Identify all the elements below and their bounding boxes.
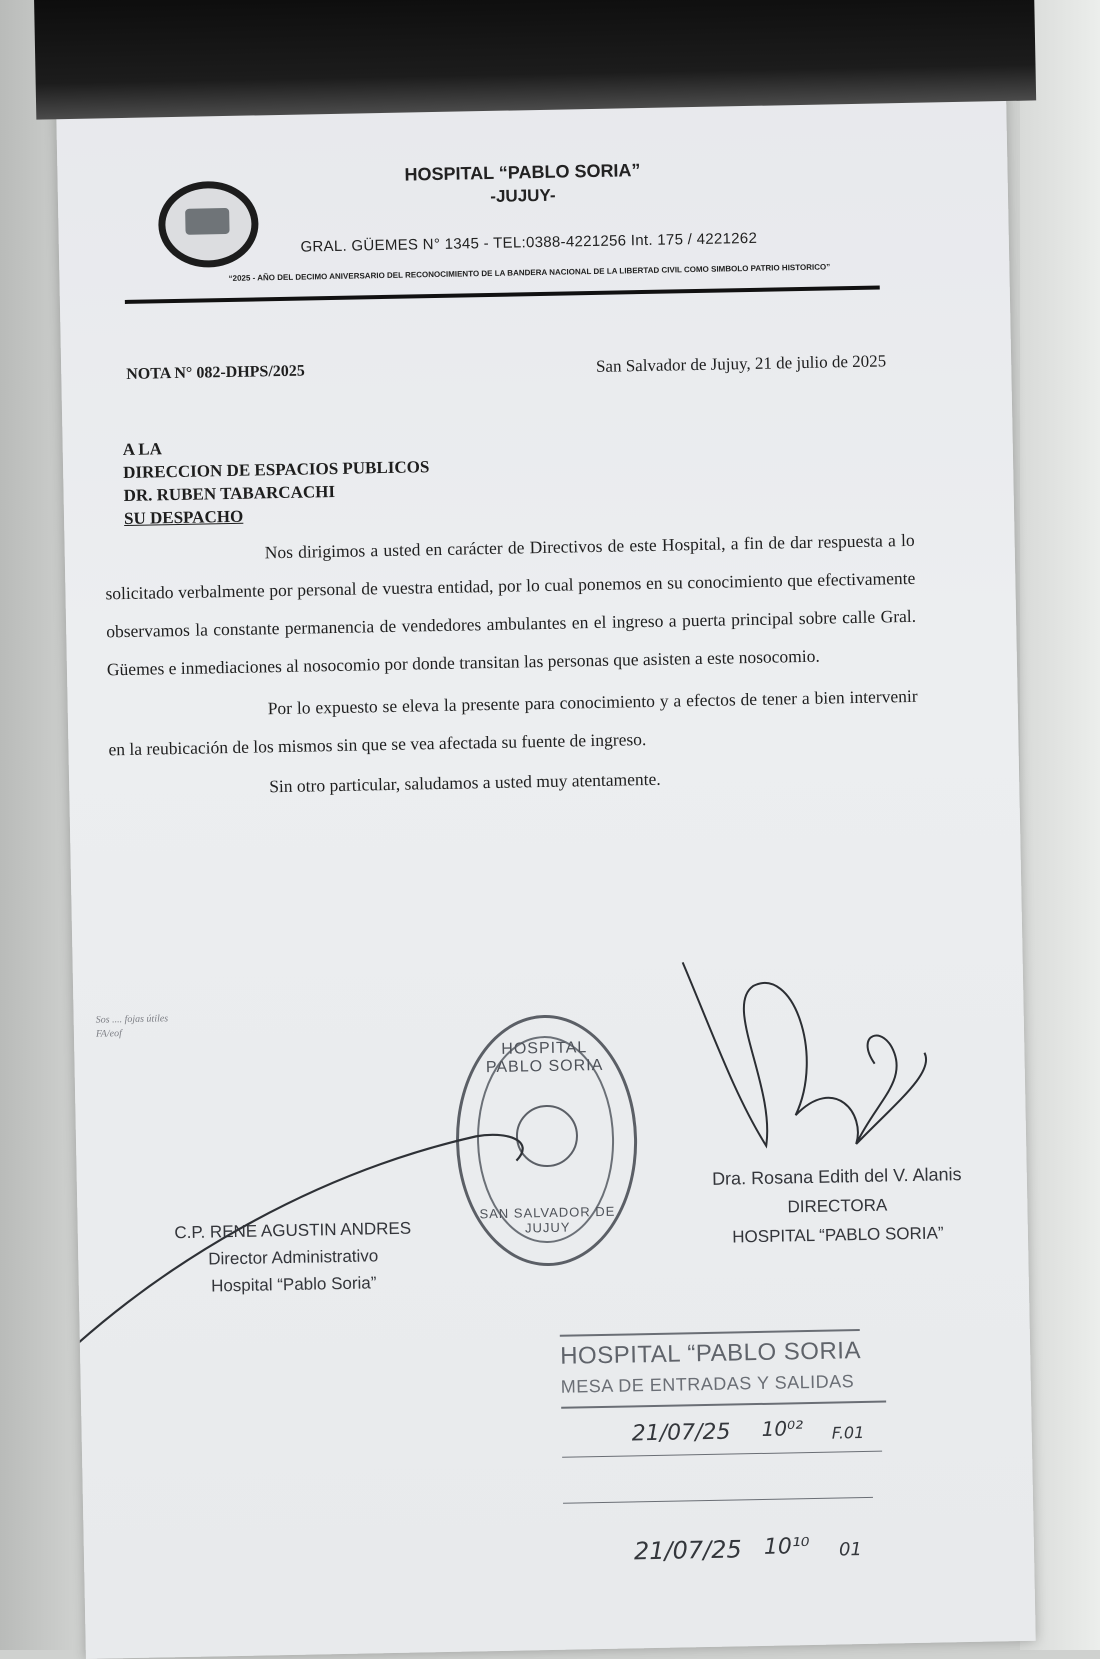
signer-org: HOSPITAL “PABLO SORIA” [732, 1223, 944, 1247]
signer-title: Director Administrativo [208, 1246, 379, 1269]
hospital-address: GRAL. GÜEMES N° 1345 - TEL:0388-4221256 Int. 175 / 4221262 [300, 229, 758, 256]
addressee-line: A LA [122, 439, 163, 460]
addressee-line: DIRECCION DE ESPACIOS PUBLICOS [122, 457, 430, 483]
typist-line: Sos .... fojas útiles [95, 1013, 169, 1026]
addressee-line: SU DESPACHO [123, 506, 244, 529]
addressee-line: DR. RUBEN TABARCACHI [123, 481, 336, 506]
handwritten-marks [54, 0, 1036, 1659]
seal-top-text: HOSPITAL PABLO SORIA [485, 1039, 604, 1077]
stamp-rule [561, 1401, 886, 1409]
handwritten-date: 21/07/25 [631, 1419, 731, 1447]
stamp-subtitle: MESA DE ENTRADAS Y SALIDAS [560, 1371, 855, 1397]
stamp-rule [563, 1497, 873, 1504]
closing-line: Sin otro particular, saludamos a usted muy atentamente. [269, 768, 661, 797]
handwritten-folio: F.01 [831, 1422, 865, 1443]
signature-stroke-right [683, 958, 928, 1148]
stamp-rule [562, 1451, 882, 1458]
signature-stroke-left [56, 1134, 527, 1359]
note-number: NOTA N° 082-DHPS/2025 [126, 362, 305, 383]
hospital-name: HOSPITAL “PABLO SORIA” [404, 160, 641, 185]
handwritten-hour: 10⁰² [761, 1416, 804, 1441]
handwritten-folio: 01 [838, 1539, 863, 1561]
handwritten-date: 21/07/25 [633, 1535, 743, 1566]
signer-name: Dra. Rosana Edith del V. Alanis [711, 1164, 962, 1189]
date-line: San Salvador de Jujuy, 21 de julio de 2025 [595, 351, 887, 376]
signer-org: Hospital “Pablo Soria” [210, 1273, 377, 1296]
body-paragraph: Por lo expuesto se eleva la presente para conocimiento y a efectos de tener a bien intervenir en la reubicación de los mismos sin que se vea afectada su fuente de ingreso. [108, 685, 918, 760]
signer-name: C.P. RENE AGUSTIN ANDRES [174, 1218, 412, 1243]
hospital-city: -JUJUY- [490, 185, 556, 206]
document-page [54, 0, 1036, 1659]
entry-stamp [560, 1329, 890, 1595]
signer-title: DIRECTORA [787, 1195, 888, 1217]
background-right [1020, 0, 1100, 1650]
seal-bottom-text: SAN SALVADOR DE JUJUY [479, 1203, 616, 1236]
typist-line: FA/eof [95, 1028, 122, 1040]
year-motto: “2025 - AÑO DEL DECIMO ANIVERSARIO DEL RECONOCIMIENTO DE LA BANDERA NACIONAL DE LA LIBERTAD CIVIL COMO SIMBOLO PATRIO HISTORICO” [228, 262, 831, 283]
stamp-title: HOSPITAL “PABLO SORIA [559, 1337, 862, 1370]
body-paragraph: Nos dirigimos a usted en carácter de Directivos de este Hospital, a fin de dar respuesta a lo solicitado verbalmente por personal de vuestra entidad, por lo cual ponemos en su conocimiento que efectivamente observamos la constante permanencia de vendedores ambulantes en el ingreso a puerta principal sobre calle Gral. Güemes e inmediaciones al nosocomio por donde transitan las personas que asisten a este nosocomio. [105, 529, 917, 680]
handwritten-hour: 10¹⁰ [763, 1534, 810, 1560]
